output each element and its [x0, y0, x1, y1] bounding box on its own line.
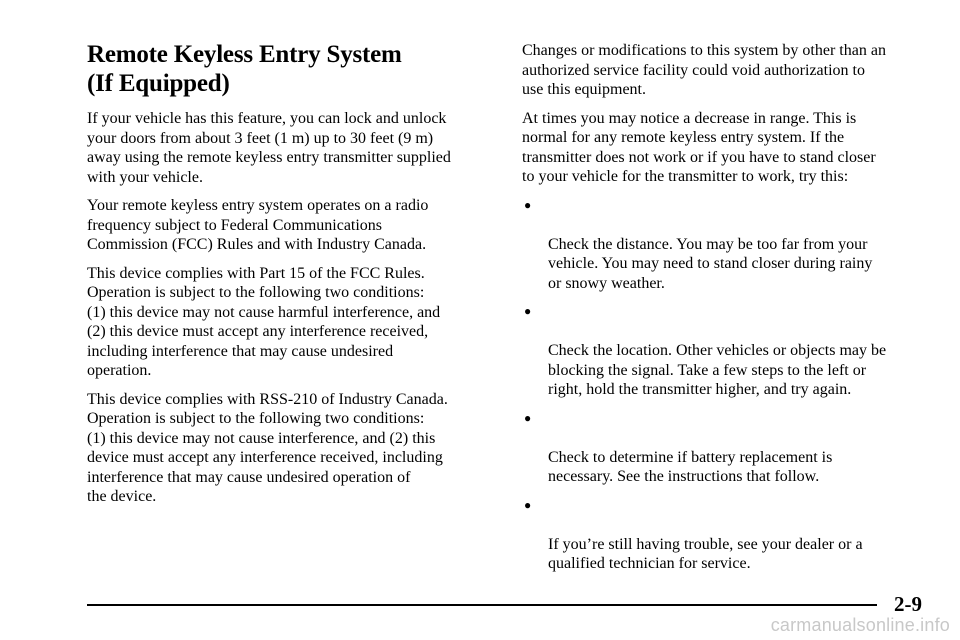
- page-number: 2-9: [894, 592, 922, 616]
- list-item-text: If you’re still having trouble, see your dealer or a qualified technician for service.: [548, 535, 863, 572]
- left-column: [87, 40, 495, 516]
- list-item: [522, 496, 930, 574]
- paragraph-range-decrease: At times you may notice a decrease in range. This is normal for any remote keyless entry system. If the transmitter does not work or if you have to stand closer to your vehicle for the transmitter to work, try this:: [522, 109, 876, 185]
- watermark: carmanualsonline.info: [770, 615, 950, 635]
- paragraph-modifications-warning: Changes or modifications to this system by other than an authorized service facility could void authorization to use this equipment.: [522, 42, 886, 98]
- paragraph-industry-canada: This device complies with RSS‐210 of Industry Canada. Operation is subject to the following two conditions: (1) this device may not cause interference, and (2) this device must accept any interference received, including interference that may cause undesired operation of the device.: [87, 390, 448, 505]
- section-heading: [87, 40, 495, 98]
- troubleshooting-list: [522, 196, 930, 574]
- bullet-dot-icon: ●: [524, 304, 532, 318]
- list-item: [522, 196, 930, 294]
- footer-divider: [87, 604, 877, 606]
- paragraph-radio-frequency: Your remote keyless entry system operates on a radio frequency subject to Federal Communications Commission (FCC) Rules and with Industry Canada.: [87, 197, 429, 253]
- list-item: [522, 302, 930, 400]
- bullet-dot-icon: ●: [524, 197, 532, 212]
- section-heading-line2: (If Equipped): [87, 70, 230, 97]
- list-item-text: Check the distance. You may be too far from your vehicle. You may need to stand closer during rainy or snowy weather.: [548, 235, 873, 292]
- paragraph-range: If your vehicle has this feature, you can lock and unlock your doors from about 3 feet (1 m) up to 30 feet (9 m) away using the remote keyless entry transmitter supplied with your vehicle.: [87, 110, 451, 186]
- paragraph-fcc-compliance: This device complies with Part 15 of the FCC Rules. Operation is subject to the following two conditions: (1) this device may not cause harmful interference, and (2) this device must accept any interference received, including interference that may cause undesired operation.: [87, 264, 441, 379]
- list-item-text: Check the location. Other vehicles or objects may be blocking the signal. Take a few steps to the left or right, hold the transmitter higher, and try again.: [548, 342, 887, 398]
- right-column: [522, 40, 930, 583]
- bullet-dot-icon: ●: [524, 497, 532, 512]
- section-heading-line1: Remote Keyless Entry System: [87, 41, 402, 68]
- list-item-text: Check to determine if battery replacement is necessary. See the instructions that follow.: [548, 448, 833, 485]
- list-item: [522, 409, 930, 487]
- bullet-dot-icon: ●: [524, 410, 532, 425]
